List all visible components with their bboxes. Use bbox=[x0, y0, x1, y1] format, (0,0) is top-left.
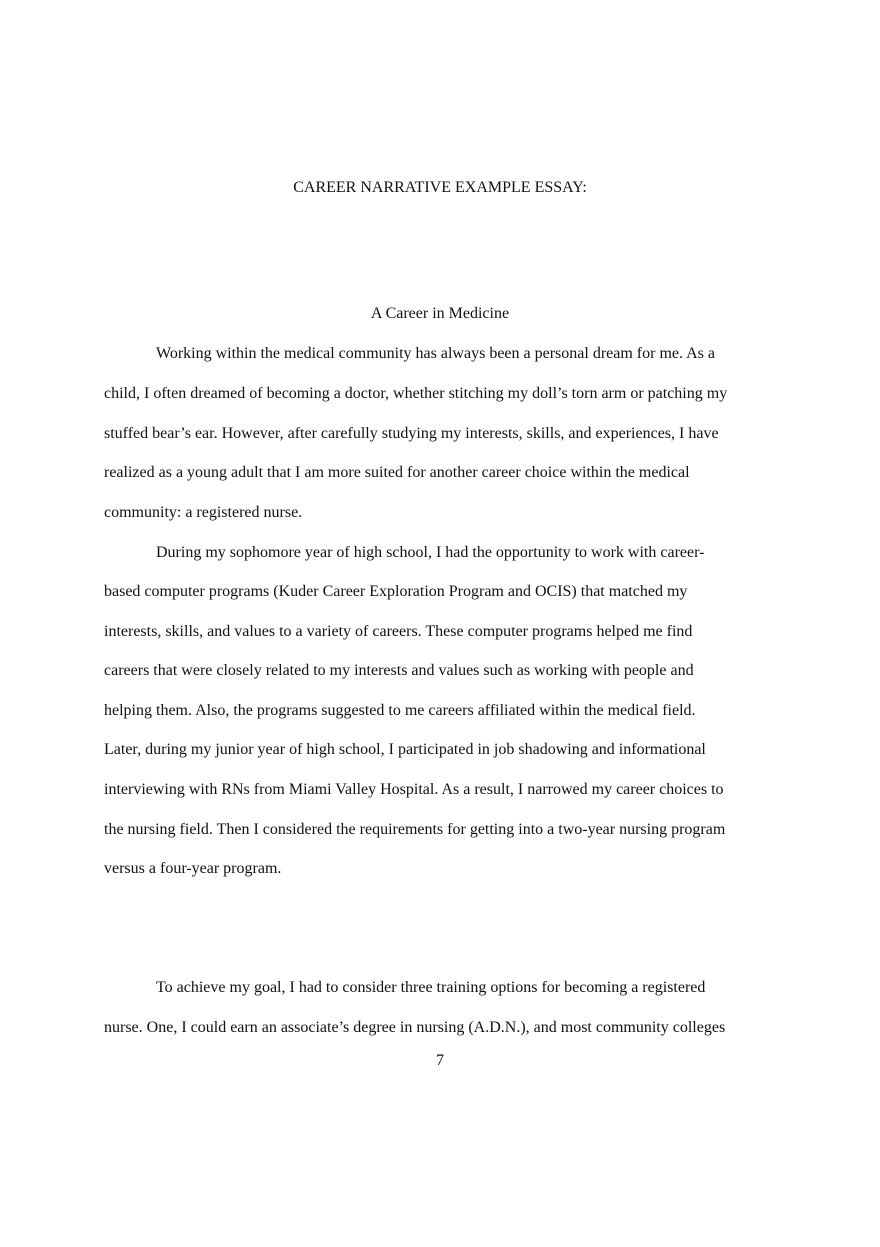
paragraph-line: child, I often dreamed of becoming a doctor, whether stitching my doll’s torn arm or patching my bbox=[104, 385, 728, 402]
essay-heading: CAREER NARRATIVE EXAMPLE ESSAY: bbox=[293, 179, 587, 196]
paragraph-line: Later, during my junior year of high school, I participated in job shadowing and informational bbox=[104, 741, 706, 758]
paragraph-line: the nursing field. Then I considered the requirements for getting into a two-year nursing program bbox=[104, 821, 726, 838]
essay-title: A Career in Medicine bbox=[370, 305, 510, 322]
paragraph-line: community: a registered nurse. bbox=[104, 504, 303, 521]
paragraph-line: versus a four-year program. bbox=[104, 860, 282, 877]
paragraph-line: During my sophomore year of high school, I had the opportunity to work with career- bbox=[156, 544, 705, 561]
paragraph-line: realized as a young adult that I am more suited for another career choice within the medical bbox=[104, 464, 690, 481]
paragraph-line: interviewing with RNs from Miami Valley Hospital. As a result, I narrowed my career choices to bbox=[104, 781, 724, 798]
paragraph-line: To achieve my goal, I had to consider three training options for becoming a registered bbox=[156, 979, 706, 996]
paragraph-line: based computer programs (Kuder Career Exploration Program and OCIS) that matched my bbox=[104, 583, 688, 600]
paragraph-line: stuffed bear’s ear. However, after carefully studying my interests, skills, and experiences, I have bbox=[104, 425, 719, 442]
paragraph-line: careers that were closely related to my interests and values such as working with people and bbox=[104, 662, 694, 679]
paragraph-line: helping them. Also, the programs suggested to me careers affiliated within the medical field. bbox=[104, 702, 696, 719]
paragraph-line: nurse. One, I could earn an associate’s degree in nursing (A.D.N.), and most community colleges bbox=[104, 1019, 726, 1036]
page-number: 7 bbox=[436, 1052, 444, 1069]
paragraph-line: Working within the medical community has always been a personal dream for me. As a bbox=[156, 345, 715, 362]
paragraph-line: interests, skills, and values to a variety of careers. These computer programs helped me find bbox=[104, 623, 693, 640]
